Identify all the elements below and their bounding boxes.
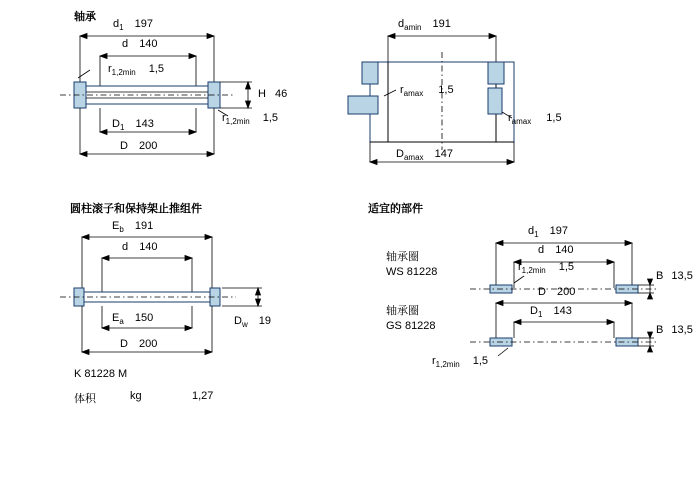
label-ramax2-value: 1,5 [546, 112, 562, 124]
label-ramax-value: 1,5 [438, 84, 454, 96]
label-damin [398, 18, 451, 32]
label-ramax2-subscript: amax [511, 117, 532, 127]
label-Ea-subscript: a [119, 317, 124, 327]
dim-D1-143-gs [514, 320, 614, 339]
section-title-assembly: 圆柱滚子和保持架止推组件 [70, 203, 202, 215]
label-r-ws-subscript: 1,2min [521, 266, 546, 276]
label-r-symbol: r [108, 63, 112, 75]
washer-ws-designation: WS 81228 [386, 266, 438, 278]
label-Eb [112, 220, 153, 234]
label-d1-parts-value: 197 [549, 225, 568, 237]
label-H-value: 46 [275, 88, 288, 100]
label-D-parts-value: 200 [557, 286, 576, 298]
label-D-parts [538, 286, 575, 298]
section-title-parts: 适宜的部件 [368, 203, 423, 215]
assembly-designation: K 81228 M [74, 368, 128, 380]
label-Damax [396, 148, 453, 162]
label-d-parts-value: 140 [555, 244, 574, 256]
label-Ea-value: 150 [134, 312, 154, 324]
label-d1 [113, 18, 153, 32]
section-title-bearing: 轴承 [74, 11, 96, 23]
bearing-section-left [60, 82, 234, 108]
label-H [258, 88, 287, 100]
label-d-parts-symbol: d [538, 244, 545, 256]
label-Dw-value: 19 [258, 315, 272, 327]
label-d-assembly [122, 241, 158, 253]
assembly-mass-unit: kg [130, 390, 142, 402]
label-D [120, 140, 157, 152]
label-Eb-symbol: E [112, 220, 120, 232]
label-d1-subscript: 1 [119, 23, 124, 33]
label-d1-value: 197 [134, 18, 153, 30]
label-Damax-symbol: D [396, 148, 404, 160]
label-r-gs-symbol: r [432, 355, 436, 367]
label-damin-symbol: d [398, 18, 405, 30]
label-d-parts [538, 244, 574, 256]
label-r12min-ws [518, 261, 574, 275]
washer-gs-caption: 轴承圈 [386, 305, 419, 317]
label-Damax-subscript: amax [403, 153, 424, 163]
label-B-gs-value: 13,5 [671, 324, 693, 336]
label-Ea [112, 312, 153, 326]
leader-r-gs [498, 348, 508, 356]
label-H-symbol: H [258, 88, 266, 100]
washer-ws-caption: 轴承圈 [386, 251, 419, 263]
label-d1-symbol: d [113, 18, 120, 30]
label-Dw [234, 315, 271, 329]
label-d-symbol: d [122, 38, 129, 50]
label-d1-parts [528, 225, 568, 239]
label-ramax-left [400, 84, 454, 98]
label-r-value: 1,5 [148, 63, 165, 75]
label-d-value: 140 [139, 38, 158, 50]
label-r-ws-symbol: r [518, 261, 522, 273]
label-r2-value: 1,5 [262, 112, 279, 124]
label-D-assembly-value: 200 [139, 338, 158, 350]
assembly-mass-value: 1,27 [192, 390, 214, 402]
label-D-value: 200 [139, 140, 158, 152]
label-damin-subscript: amin [404, 23, 422, 33]
label-D1-symbol: D [112, 118, 120, 130]
label-d-assembly-value: 140 [139, 241, 158, 253]
washer-gs-designation: GS 81228 [386, 320, 436, 332]
label-D1 [112, 118, 154, 132]
label-B-gs [656, 324, 693, 336]
label-d1-parts-symbol: d [528, 225, 535, 237]
label-ramax-subscript: amax [403, 89, 424, 99]
label-r-ws-value: 1,5 [558, 261, 575, 273]
label-B-ws [656, 270, 693, 282]
label-Dw-subscript: w [241, 320, 248, 330]
assembly-mass-label: 体积 [74, 393, 96, 405]
label-d1-parts-subscript: 1 [534, 230, 539, 240]
leader-r-ws [514, 276, 524, 283]
label-d-assembly-symbol: d [122, 241, 129, 253]
label-damin-value: 191 [432, 18, 451, 30]
washer-gs-section [470, 338, 656, 346]
label-D1-parts-symbol: D [530, 305, 538, 317]
label-Ea-symbol: E [112, 312, 120, 324]
label-r12min-right [222, 112, 278, 126]
cage-assembly-section [60, 288, 236, 306]
label-r-subscript: 1,2min [111, 68, 136, 78]
dim-d-140-assembly [102, 256, 192, 293]
label-B-gs-symbol: B [656, 324, 664, 336]
label-B-ws-value: 13,5 [671, 270, 693, 282]
abutment-section-right [348, 52, 514, 150]
label-r12min-top [108, 63, 164, 77]
label-r2-subscript: 1,2min [225, 117, 250, 127]
label-ramax-symbol: r [400, 84, 404, 96]
label-D-parts-symbol: D [538, 286, 546, 298]
label-D1-value: 143 [135, 118, 154, 130]
label-r12min-gs [432, 355, 488, 369]
label-Eb-subscript: b [119, 225, 124, 235]
label-D1-parts-value: 143 [553, 305, 572, 317]
label-ramax2-symbol: r [508, 112, 512, 124]
label-D-assembly-symbol: D [120, 338, 128, 350]
label-D-assembly [120, 338, 157, 350]
label-Damax-value: 147 [434, 148, 453, 160]
label-D-symbol: D [120, 140, 128, 152]
label-D1-parts [530, 305, 572, 319]
label-d [122, 38, 158, 50]
label-D1-parts-subscript: 1 [537, 310, 543, 320]
label-r-gs-value: 1,5 [472, 355, 489, 367]
label-r2-symbol: r [222, 112, 226, 124]
label-B-ws-symbol: B [656, 270, 664, 282]
label-Eb-value: 191 [134, 220, 154, 232]
label-Dw-symbol: D [234, 315, 242, 327]
label-r-gs-subscript: 1,2min [435, 360, 460, 370]
label-D1-subscript: 1 [119, 123, 125, 133]
label-ramax-right [508, 112, 562, 126]
